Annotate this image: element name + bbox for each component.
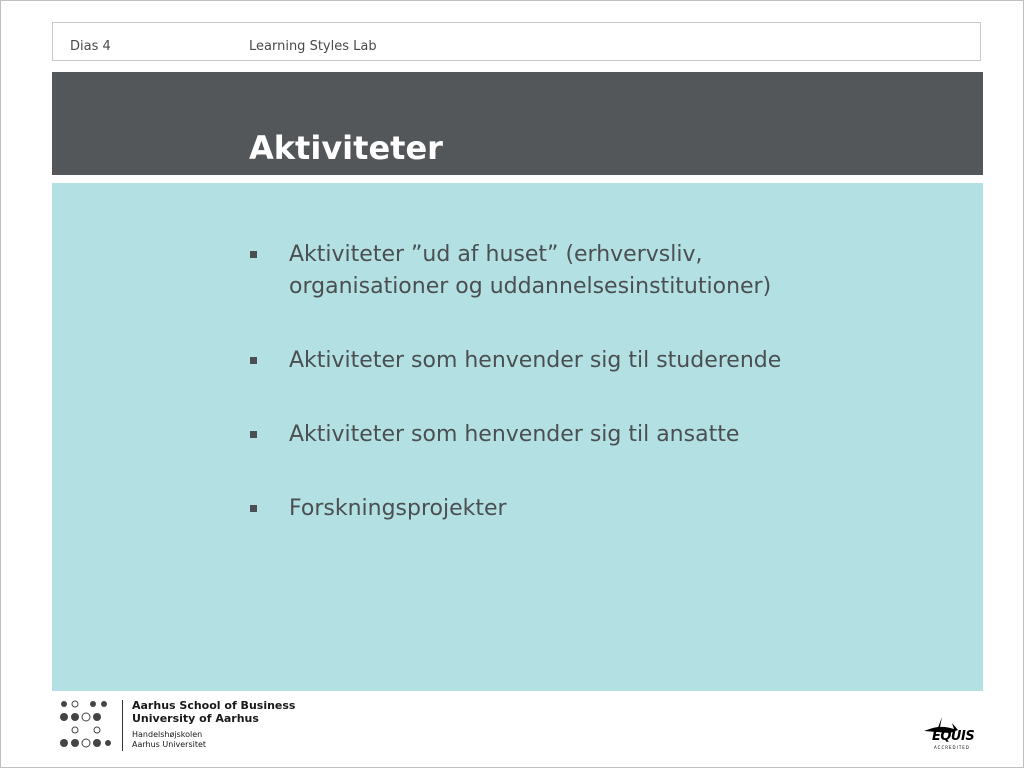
equis-label: EQUIS [932, 729, 975, 744]
logo-school-name-danish: Handelshøjskolen [132, 730, 203, 739]
bullet-item [250, 345, 950, 377]
logo-school-name: Aarhus School of Business [132, 699, 296, 712]
logo-divider [122, 700, 123, 751]
bullet-text-continued: organisationer og uddannelsesinstitutioner) [289, 274, 772, 299]
content-area [52, 183, 983, 691]
slide-header [52, 22, 981, 61]
equis-accredited-label: ACCREDITED [934, 745, 970, 750]
bullet-item [250, 239, 950, 303]
logo-university-name-danish: Aarhus Universitet [132, 740, 207, 749]
university-logo-icon [59, 699, 111, 751]
bullet-list [250, 239, 950, 567]
bullet-text: Aktiviteter ”ud af huset” (erhvervsliv, [289, 242, 703, 267]
presentation-title: Learning Styles Lab [249, 39, 377, 54]
bullet-text: Aktiviteter som henvender sig til studerende [289, 348, 782, 373]
bullet-item [250, 419, 950, 451]
slide-number: Dias 4 [70, 39, 111, 54]
square-bullet-icon [250, 251, 257, 258]
logo-university-name: University of Aarhus [132, 712, 259, 725]
bullet-item [250, 493, 950, 525]
slide-title: Aktiviteter [249, 129, 443, 167]
bullet-text: Aktiviteter som henvender sig til ansatte [289, 422, 740, 447]
square-bullet-icon [250, 431, 257, 438]
title-band [52, 72, 983, 175]
square-bullet-icon [250, 357, 257, 364]
bullet-text: Forskningsprojekter [289, 496, 507, 521]
square-bullet-icon [250, 505, 257, 512]
slide-footer [52, 691, 983, 767]
